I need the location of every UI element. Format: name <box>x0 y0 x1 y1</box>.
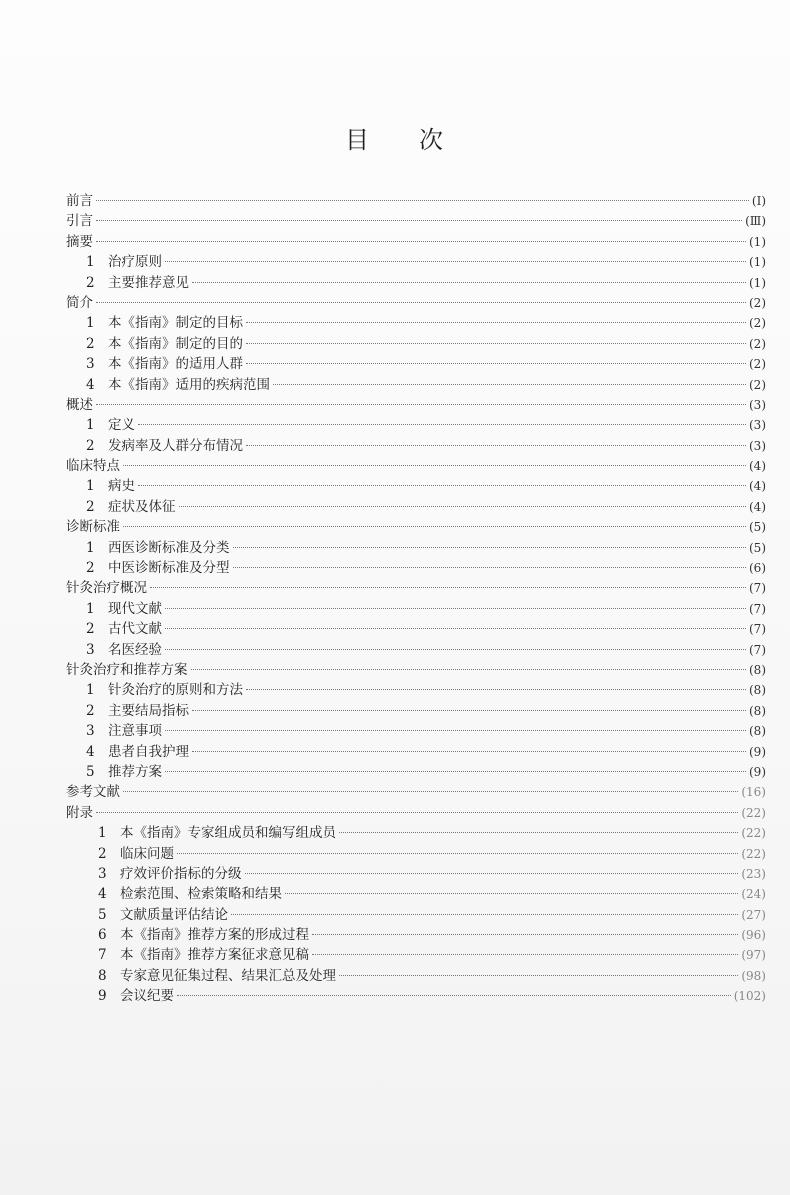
toc-entry-label <box>66 782 120 802</box>
dot-leader <box>192 282 746 283</box>
toc-entry-label <box>86 476 135 496</box>
toc-entry-label <box>98 823 336 843</box>
toc-entry-text: 文献质量评估结论 <box>120 906 228 923</box>
toc-entry-page: (2) <box>749 295 766 310</box>
dot-leader <box>165 730 746 731</box>
dot-leader <box>231 914 738 915</box>
toc-entry-number: 1 <box>98 825 107 842</box>
toc-entry-text: 疗效评价指标的分级 <box>120 865 242 882</box>
toc-entry <box>66 436 766 456</box>
toc-entry-page: (23) <box>741 866 766 881</box>
toc-entry-number: 1 <box>86 600 95 617</box>
toc-entry-label <box>66 395 93 415</box>
toc-entry <box>66 925 766 945</box>
toc-entry-label <box>86 375 270 395</box>
dot-leader <box>246 363 746 364</box>
dot-leader <box>165 261 746 262</box>
toc-entry <box>66 191 766 211</box>
toc-entry-number: 1 <box>86 539 95 556</box>
toc-entry-page: (8) <box>749 724 766 739</box>
toc-entry-label <box>86 742 189 762</box>
toc-entry <box>66 211 766 231</box>
toc-entry-text: 本《指南》制定的目标 <box>108 315 243 332</box>
toc-entry-text: 中医诊断标准及分型 <box>108 560 230 577</box>
dot-leader <box>96 220 742 221</box>
toc-entry-page: (8) <box>749 683 766 698</box>
toc-entry-label <box>86 354 243 374</box>
toc-entry <box>66 823 766 843</box>
toc-entry-label <box>86 436 243 456</box>
toc-entry <box>66 660 766 680</box>
toc-entry-number: 1 <box>86 682 95 699</box>
toc-entry <box>66 844 766 864</box>
toc-entry-label <box>66 232 93 252</box>
toc-entry-label <box>66 191 93 211</box>
toc-entry-text: 临床问题 <box>120 845 174 862</box>
dot-leader <box>123 465 746 466</box>
toc-entry-label <box>66 211 93 231</box>
toc-entry-page: (7) <box>749 642 766 657</box>
dot-leader <box>165 628 746 629</box>
toc-entry-label <box>98 864 242 884</box>
dot-leader <box>138 485 746 486</box>
toc-entry-text: 主要结局指标 <box>108 702 189 719</box>
dot-leader <box>339 832 738 833</box>
toc-entry <box>66 701 766 721</box>
toc-entry-number: 9 <box>98 988 107 1005</box>
toc-entry-text: 现代文献 <box>108 600 162 617</box>
toc-entry-label <box>86 640 162 660</box>
toc-entry-number: 2 <box>86 274 95 291</box>
dot-leader <box>96 241 746 242</box>
toc-entry <box>66 578 766 598</box>
toc-entry-page: (5) <box>749 520 766 535</box>
toc-entry <box>66 599 766 619</box>
toc-entry-text: 病史 <box>108 478 135 495</box>
dot-leader <box>233 547 747 548</box>
dot-leader <box>165 608 746 609</box>
toc-entry-text: 治疗原则 <box>108 254 162 271</box>
toc-entry-number: 4 <box>98 886 107 903</box>
toc-entry <box>66 884 766 904</box>
toc-entry-text: 推荐方案 <box>108 763 162 780</box>
toc-entry-text: 引言 <box>66 213 93 230</box>
dot-leader <box>96 302 746 303</box>
toc-entry <box>66 721 766 741</box>
toc-entry-page: (5) <box>749 540 766 555</box>
dot-leader <box>339 975 738 976</box>
toc-entry-text: 针灸治疗和推荐方案 <box>66 661 188 678</box>
toc-entry-text: 检索范围、检索策略和结果 <box>120 886 282 903</box>
toc-entry-text: 临床特点 <box>66 458 120 475</box>
toc-entry-text: 会议纪要 <box>120 988 174 1005</box>
toc-entry-text: 古代文献 <box>108 621 162 638</box>
toc-entry-label <box>86 313 243 333</box>
dot-leader <box>138 424 746 425</box>
toc-entry-text: 患者自我护理 <box>108 743 189 760</box>
toc-entry-label <box>86 497 176 517</box>
toc-entry-number: 1 <box>86 478 95 495</box>
toc-entry-number: 2 <box>86 560 95 577</box>
toc-entry-page: (22) <box>741 846 766 861</box>
toc-entry-number: 3 <box>86 356 95 373</box>
toc-entry-label <box>98 986 174 1006</box>
toc-entry-page: (97) <box>741 948 766 963</box>
toc-entry-page: (1) <box>749 234 766 249</box>
toc-entry-text: 针灸治疗概况 <box>66 580 147 597</box>
toc-entry-number: 3 <box>86 641 95 658</box>
toc-entry <box>66 395 766 415</box>
toc-entry <box>66 354 766 374</box>
toc-entry-text: 名医经验 <box>108 641 162 658</box>
toc-entry-page: (2) <box>749 357 766 372</box>
toc-entry <box>66 762 766 782</box>
dot-leader <box>123 791 738 792</box>
toc-entry-page: (3) <box>749 418 766 433</box>
dot-leader <box>246 445 746 446</box>
toc-entry-page: (96) <box>741 928 766 943</box>
toc-entry-number: 2 <box>86 498 95 515</box>
dot-leader <box>246 689 746 690</box>
toc-entry-label <box>86 538 230 558</box>
toc-entry-page: (8) <box>749 703 766 718</box>
toc-entry-text: 简介 <box>66 294 93 311</box>
toc-entry-page: (6) <box>749 561 766 576</box>
toc-entry-text: 主要推荐意见 <box>108 274 189 291</box>
toc-entry-text: 西医诊断标准及分类 <box>108 539 230 556</box>
toc-entry <box>66 905 766 925</box>
toc-entry-text: 摘要 <box>66 233 93 250</box>
toc-entry-page: (Ⅲ) <box>745 214 766 229</box>
toc-entry-page: (2) <box>749 377 766 392</box>
toc-entry <box>66 273 766 293</box>
dot-leader <box>165 649 746 650</box>
toc-entry-page: (98) <box>741 968 766 983</box>
toc-entry-page: (Ⅰ) <box>751 194 766 208</box>
toc-entry <box>66 945 766 965</box>
toc-entry-page: (9) <box>749 744 766 759</box>
toc-entry-page: (8) <box>749 662 766 677</box>
toc-entry-text: 概述 <box>66 396 93 413</box>
toc-entry-page: (7) <box>749 581 766 596</box>
toc-entry-number: 5 <box>98 906 107 923</box>
toc-entry-number: 2 <box>86 335 95 352</box>
toc-entry-page: (22) <box>741 805 766 820</box>
toc-entry <box>66 558 766 578</box>
dot-leader <box>192 751 746 752</box>
toc-entry-label <box>86 599 162 619</box>
page-title-char-2: 次 <box>419 126 445 154</box>
toc-entry-number: 2 <box>86 621 95 638</box>
toc-entry-text: 发病率及人群分布情况 <box>108 437 243 454</box>
toc-entry-page: (4) <box>749 479 766 494</box>
toc-entry <box>66 803 766 823</box>
toc-entry-label <box>86 762 162 782</box>
toc-entry-label <box>98 925 309 945</box>
toc-entry-number: 2 <box>86 702 95 719</box>
toc-entry-label <box>86 334 243 354</box>
toc-entry-label <box>66 660 188 680</box>
toc-entry <box>66 640 766 660</box>
toc-entry-label <box>86 701 189 721</box>
dot-leader <box>285 893 738 894</box>
toc-entry-text: 本《指南》适用的疾病范围 <box>108 376 270 393</box>
table-of-contents <box>66 191 766 1007</box>
dot-leader <box>165 771 746 772</box>
toc-entry-text: 前言 <box>66 193 93 209</box>
dot-leader <box>96 404 746 405</box>
toc-entry <box>66 456 766 476</box>
toc-entry-number: 3 <box>86 723 95 740</box>
dot-leader <box>191 669 747 670</box>
toc-entry-page: (1) <box>749 255 766 270</box>
toc-entry-page: (2) <box>749 316 766 331</box>
toc-entry-page: (27) <box>741 907 766 922</box>
toc-entry-label <box>98 844 174 864</box>
toc-entry-text: 参考文献 <box>66 784 120 801</box>
toc-entry-label <box>98 884 282 904</box>
toc-entry <box>66 375 766 395</box>
toc-entry-number: 4 <box>86 376 95 393</box>
toc-entry-number: 1 <box>86 417 95 434</box>
dot-leader <box>179 506 747 507</box>
dot-leader <box>233 567 747 568</box>
toc-entry-number: 5 <box>86 763 95 780</box>
toc-entry-page: (7) <box>749 622 766 637</box>
dot-leader <box>177 995 731 996</box>
toc-entry-page: (3) <box>749 397 766 412</box>
dot-leader <box>246 343 746 344</box>
dot-leader <box>192 710 746 711</box>
toc-entry <box>66 986 766 1006</box>
toc-entry <box>66 680 766 700</box>
dot-leader <box>245 873 739 874</box>
toc-entry-label <box>86 273 189 293</box>
toc-entry-text: 本《指南》的适用人群 <box>108 356 243 373</box>
toc-entry-page: (22) <box>741 826 766 841</box>
toc-entry-page: (16) <box>741 785 766 800</box>
page-title <box>0 120 790 155</box>
toc-entry-label <box>66 293 93 313</box>
toc-entry-text: 本《指南》制定的目的 <box>108 335 243 352</box>
toc-entry-page: (7) <box>749 601 766 616</box>
dot-leader <box>312 954 738 955</box>
toc-entry <box>66 293 766 313</box>
toc-entry-text: 本《指南》推荐方案征求意见稿 <box>120 947 309 964</box>
toc-entry-text: 附录 <box>66 804 93 821</box>
toc-entry-page: (1) <box>749 275 766 290</box>
toc-entry-text: 专家意见征集过程、结果汇总及处理 <box>120 967 336 984</box>
toc-entry-page: (9) <box>749 764 766 779</box>
toc-entry-text: 本《指南》专家组成员和编写组成员 <box>120 825 336 842</box>
toc-entry-number: 2 <box>98 845 107 862</box>
toc-entry-text: 症状及体征 <box>108 498 176 515</box>
toc-entry-label <box>86 619 162 639</box>
dot-leader <box>123 526 746 527</box>
toc-entry-number: 1 <box>86 315 95 332</box>
toc-entry-label <box>86 252 162 272</box>
toc-entry <box>66 252 766 272</box>
toc-entry-label <box>66 803 93 823</box>
toc-entry-page: (4) <box>749 459 766 474</box>
toc-entry-label <box>86 558 230 578</box>
toc-entry-label <box>98 905 228 925</box>
toc-entry-text: 定义 <box>108 417 135 434</box>
toc-entry-number: 4 <box>86 743 95 760</box>
toc-entry-page: (3) <box>749 438 766 453</box>
toc-entry-number: 1 <box>86 254 95 271</box>
toc-entry-label <box>66 578 147 598</box>
page-title-char-1: 目 <box>345 126 371 154</box>
toc-entry-page: (2) <box>749 336 766 351</box>
dot-leader <box>96 200 749 201</box>
toc-entry-page: (24) <box>741 887 766 902</box>
toc-entry-number: 8 <box>98 967 107 984</box>
dot-leader <box>246 322 746 323</box>
toc-entry-label <box>86 415 135 435</box>
toc-entry-label <box>86 721 162 741</box>
toc-entry <box>66 966 766 986</box>
toc-entry-number: 2 <box>86 437 95 454</box>
toc-entry <box>66 538 766 558</box>
toc-entry <box>66 334 766 354</box>
toc-entry-label <box>98 945 309 965</box>
toc-entry-number: 6 <box>98 927 107 944</box>
toc-entry-label <box>98 966 336 986</box>
toc-entry-page: (102) <box>733 989 766 1004</box>
dot-leader <box>150 587 746 588</box>
toc-entry-text: 诊断标准 <box>66 519 120 536</box>
toc-entry-text: 注意事项 <box>108 723 162 740</box>
toc-entry <box>66 742 766 762</box>
toc-entry-page: (4) <box>749 499 766 514</box>
toc-entry <box>66 476 766 496</box>
toc-entry <box>66 782 766 802</box>
toc-entry <box>66 415 766 435</box>
toc-entry-label <box>66 456 120 476</box>
toc-entry-text: 针灸治疗的原则和方法 <box>108 682 243 699</box>
toc-entry <box>66 313 766 333</box>
toc-entry <box>66 517 766 537</box>
toc-entry-number: 3 <box>98 865 107 882</box>
toc-entry <box>66 497 766 517</box>
dot-leader <box>177 853 738 854</box>
dot-leader <box>312 934 738 935</box>
toc-entry <box>66 864 766 884</box>
toc-entry-label <box>86 680 243 700</box>
dot-leader <box>273 384 746 385</box>
toc-entry <box>66 619 766 639</box>
toc-entry-label <box>66 517 120 537</box>
dot-leader <box>96 812 738 813</box>
toc-entry <box>66 232 766 252</box>
toc-entry-text: 本《指南》推荐方案的形成过程 <box>120 927 309 944</box>
toc-entry-number: 7 <box>98 947 107 964</box>
